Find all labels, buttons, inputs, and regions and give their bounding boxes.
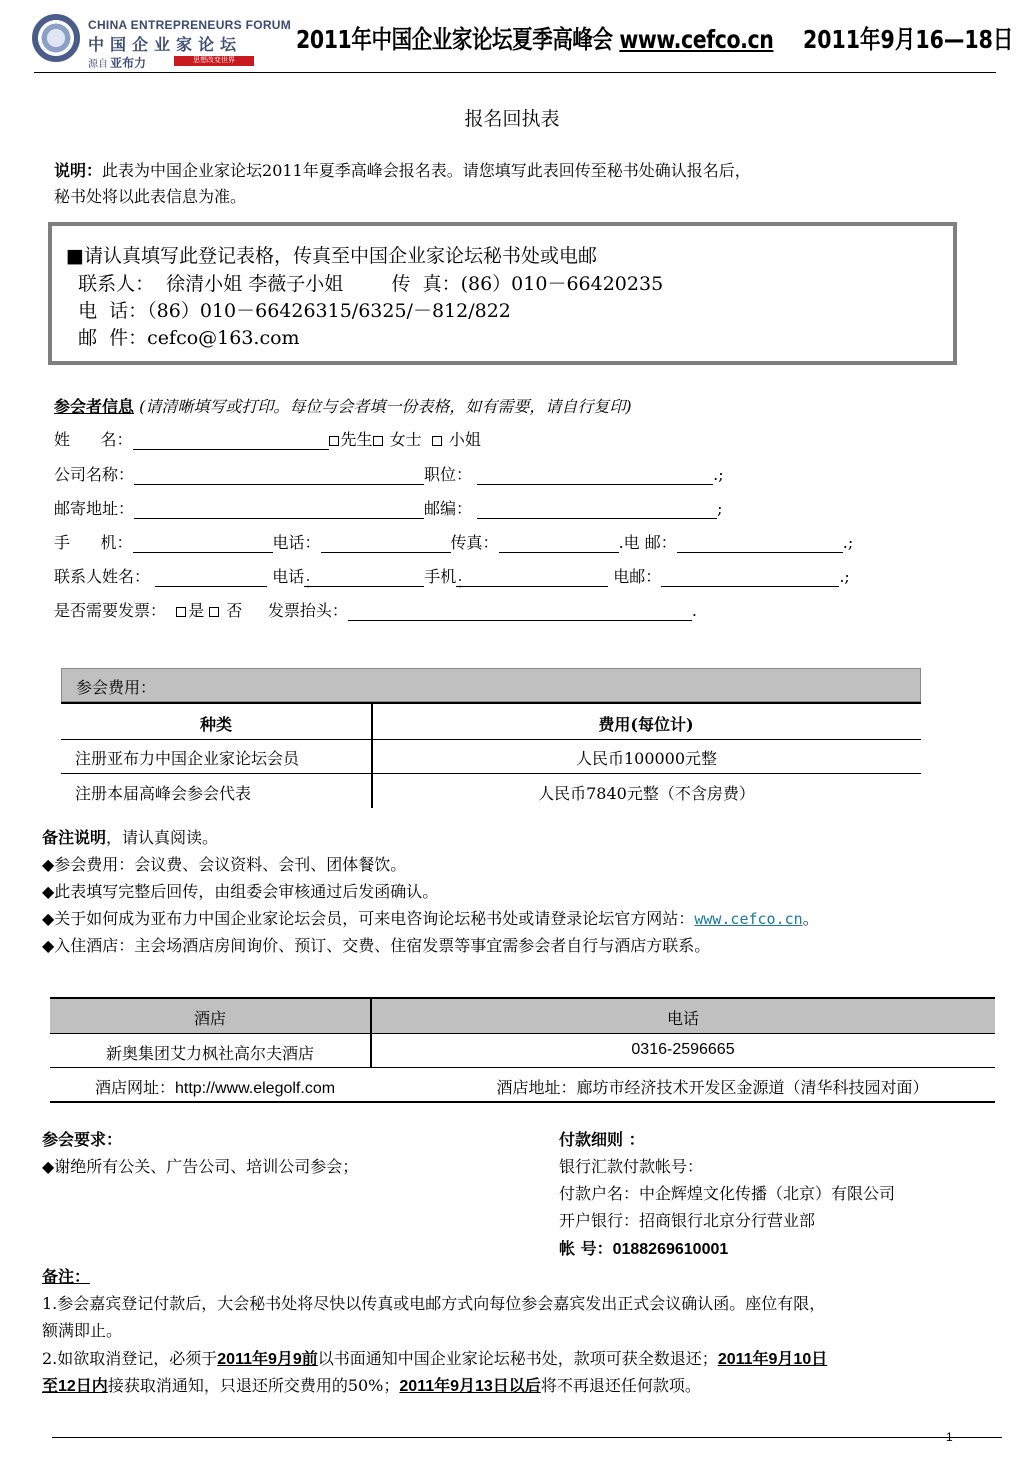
header-date: 2011年9月16—18日: [803, 25, 1014, 54]
fee-row-type: 注册本届高峰会参会代表: [75, 784, 252, 803]
attendee-heading: 参会者信息 (请清晰填写或打印。每位与会者填一份表格，如有需要，请自行复印): [54, 397, 632, 416]
contact-email: 邮 件：cefco@163.com: [66, 327, 300, 349]
remark-2-cont: 至12日内接获取消通知，只退还所交费用的50%；2011年9月13日以后将不再退还任何款项。: [42, 1376, 701, 1395]
contact-phone-field[interactable]: ：: [304, 570, 424, 587]
invoice-row: 是否需要发票： 是 否 发票抬头： .: [54, 601, 697, 620]
contact-phone: 电 话：（86）010－66426315/6325/－812/822: [66, 300, 511, 322]
contact-persons-fax: 联系人： 徐清小姐 李薇子小姐 传 真：(86）010－66420235: [66, 273, 664, 295]
note-item: ◆此表填写完整后回传，由组委会审核通过后发函确认。: [42, 882, 439, 901]
hotel-col-phone: 电话: [666, 1009, 699, 1028]
fee-row-amount: 人民币7840元整（不含房费）: [538, 784, 755, 803]
remark-1-cont: 额满即止。: [42, 1321, 123, 1340]
payment-account: 帐 号：0188269610001: [559, 1239, 729, 1258]
position-field[interactable]: [477, 468, 713, 485]
hotel-table-row-divider: [50, 1033, 995, 1034]
payment-heading: 付款细则 ：: [559, 1130, 645, 1149]
checkbox-invoice-yes[interactable]: [176, 607, 186, 617]
mobile-row: 手 机： 电话： 传真： .电 邮： .;: [54, 533, 854, 552]
contact-instruction: ■请认真填写此登记表格，传真至中国企业家论坛秘书处或电邮: [66, 245, 597, 267]
footer-divider: [52, 1437, 1002, 1438]
notes-heading: 备注说明，请认真阅读。: [42, 828, 219, 847]
hotel-website-link[interactable]: http://www.elegolf.com: [174, 1080, 336, 1097]
logo-chinese-name: 中国企业家论坛: [88, 37, 243, 54]
invoice-title-field[interactable]: [348, 604, 692, 621]
name-row: 姓 名： 先生 女士 小姐: [54, 430, 481, 449]
fee-col-amount: 费用(每位计): [598, 715, 694, 734]
checkbox-mr[interactable]: [329, 436, 339, 446]
remark-1: 1.参会嘉宾登记付款后，大会秘书处将尽快以传真或电邮方式向每位参会嘉宾发出正式会议确认函。座位有限，: [42, 1294, 826, 1313]
logo-subtitle: 源自 亚布力: [88, 56, 147, 70]
fee-table-heading: 参会费用：: [61, 668, 921, 702]
fee-table-row-divider: [61, 773, 921, 774]
contact-name-field[interactable]: [155, 570, 267, 587]
phone-field[interactable]: [321, 536, 451, 553]
hotel-col-name: 酒店: [193, 1009, 226, 1028]
note-item: ◆关于如何成为亚布力中国企业家论坛会员，可来电咨询论坛秘书处或请登录论坛官方网站：www.cefco.cn。: [42, 909, 819, 928]
hotel-phone: 0316-2596665: [631, 1041, 735, 1058]
fee-row-amount: 人民币100000元整: [575, 749, 718, 768]
forum-logo-emblem: [32, 14, 80, 62]
fee-table-header: [61, 702, 921, 740]
requirements-heading: 参会要求：: [42, 1130, 123, 1149]
page-number: 1: [946, 1430, 953, 1444]
hotel-table-row-divider: [50, 1067, 995, 1068]
logo-english-name: CHINA ENTREPRENEURS FORUM: [88, 18, 292, 32]
fee-row-type: 注册亚布力中国企业家论坛会员: [75, 749, 300, 768]
hotel-table-top-rule: [50, 997, 995, 999]
note-item: ◆入住酒店：主会场酒店房间询价、预订、交费、住宿发票等事宜需参会者自行与酒店方联系。: [42, 936, 711, 955]
hotel-table-bottom-rule: [50, 1101, 995, 1103]
header-url-link[interactable]: www.cefco.cn: [619, 25, 774, 54]
intro-text: 说明：此表为中国企业家论坛2011年夏季高峰会报名表。请您填写此表回传至秘书处确认报名后， 秘书处将以此表信息为准。: [54, 161, 751, 206]
requirements-item: ◆谢绝所有公关、广告公司、培训公司参会；: [42, 1157, 359, 1176]
contact-mobile-field[interactable]: ：: [456, 570, 608, 587]
remarks-heading: 备注：: [42, 1267, 91, 1286]
remark-2: 2.如欲取消登记，必须于2011年9月9前以书面通知中国企业家论坛秘书处，款项可获全数退还；2011年9月10日: [42, 1349, 828, 1368]
forum-site-link[interactable]: www.cefco.cn: [694, 910, 803, 928]
name-field[interactable]: [133, 433, 329, 450]
company-row: 公司名称： 职位： .;: [54, 465, 724, 484]
contact-person-row: 联系人姓名： 电话： 手机： 电邮： .;: [54, 567, 850, 592]
hotel-name: 新奥集团艾力枫社高尔夫酒店: [105, 1044, 314, 1063]
address-row: 邮寄地址： 邮编： ;: [54, 499, 723, 518]
checkbox-ms[interactable]: [373, 436, 383, 446]
page-title: 报名回执表: [464, 108, 560, 130]
checkbox-invoice-no[interactable]: [209, 607, 219, 617]
checkbox-miss[interactable]: [432, 436, 442, 446]
hotel-website: 酒店网址：http://www.elegolf.com: [94, 1078, 336, 1097]
company-field[interactable]: [134, 468, 424, 485]
header-divider: [34, 72, 996, 73]
address-field[interactable]: [134, 502, 424, 519]
fee-col-type: 种类: [199, 715, 232, 734]
hotel-address: 酒店地址：廊坊市经济技术开发区金源道（清华科技园对面）: [496, 1078, 929, 1097]
payment-payee: 付款户名：中企辉煌文化传播（北京）有限公司: [559, 1184, 896, 1203]
header-title: 2011年中国企业家论坛夏季高峰会 www.cefco.cn: [296, 25, 774, 54]
contact-email-field[interactable]: [661, 570, 839, 587]
email-field[interactable]: [677, 536, 843, 553]
logo-badge: 思想改变世界: [174, 56, 254, 66]
postcode-field[interactable]: [477, 502, 717, 519]
mobile-field[interactable]: [133, 536, 273, 553]
payment-line: 银行汇款付款帐号：: [559, 1157, 704, 1176]
payment-bank: 开户银行：招商银行北京分行营业部: [559, 1211, 816, 1230]
note-item: ◆参会费用：会议费、会议资料、会刊、团体餐饮。: [42, 855, 407, 874]
fax-field[interactable]: [499, 536, 619, 553]
